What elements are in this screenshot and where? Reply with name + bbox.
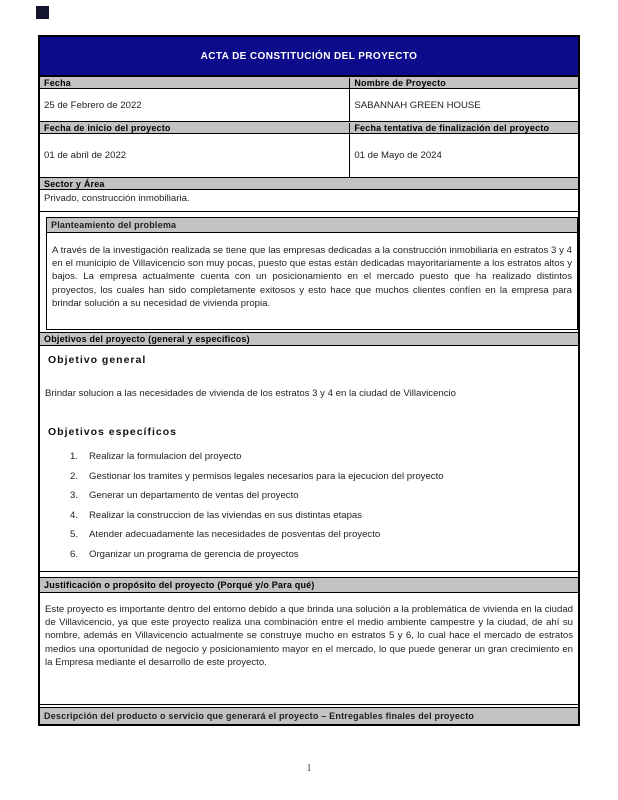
document-title-bar	[40, 37, 578, 76]
info-header-row-1	[40, 76, 578, 89]
nombre-proyecto-value: SABANNAH GREEN HOUSE	[349, 89, 578, 121]
list-item-number: 6.	[70, 548, 79, 560]
objetivos-especificos-heading: Objetivos específicos	[48, 426, 177, 438]
list-item-number: 5.	[70, 529, 79, 541]
planteamiento-section	[46, 217, 578, 330]
fecha-value: 25 de Febrero de 2022	[44, 99, 142, 111]
list-item	[70, 447, 578, 467]
fecha-label: Fecha	[44, 77, 72, 88]
list-item-text: Generar un departamento de ventas del proyecto	[89, 490, 299, 502]
list-item	[70, 486, 578, 506]
fecha-fin-label: Fecha tentativa de finalización del proyecto	[349, 123, 578, 133]
objetivos-section	[40, 346, 578, 572]
list-item	[70, 506, 578, 526]
list-item-text: Organizar un programa de gerencia de proyectos	[89, 548, 299, 560]
list-item	[70, 525, 578, 545]
list-item	[70, 467, 578, 487]
nombre-proyecto-label: Nombre de Proyecto	[349, 78, 578, 88]
justificacion-text: Este proyecto es importante dentro del entorno debido a que brinda una solución a la problemática de vivienda en la ciudad de Villavicencio, ya que este proyecto realiza una combinación entre el medio ambiente campestre y la ciudad, de ahí su nombre, además en Villavicencio actualmente se construye mucho en estratos 5 y 6, lo cual hace el mercado de estratos medios una oportunidad de negocio y posicionamiento mayor en el mercado, lo que puede generar un gran crecimiento en la Empresa mediante el desarrollo de este proyecto.	[45, 604, 573, 668]
list-item-number: 4.	[70, 509, 79, 521]
project-charter-table	[38, 35, 580, 726]
fecha-inicio-label: Fecha de inicio del proyecto	[44, 122, 171, 133]
info-header-row-2	[40, 121, 578, 134]
objetivo-general-text: Brindar solucion a las necesidades de vivienda de los estratos 3 y 4 en la ciudad de Villavicencio	[45, 388, 457, 399]
list-item-number: 3.	[70, 490, 79, 502]
descripcion-header: Descripción del producto o servicio que generará el proyecto – Entregables finales del proyecto	[40, 707, 578, 724]
objetivos-especificos-list	[70, 447, 578, 565]
list-item-text: Realizar la formulacion del proyecto	[89, 451, 242, 462]
info-value-row-1	[40, 89, 578, 121]
planteamiento-header: Planteamiento del problema	[47, 218, 577, 233]
fecha-fin-value: 01 de Mayo de 2024	[349, 134, 578, 177]
planteamiento-text: A través de la investigación realizada se tiene que las empresas dedicadas a la construcción inmobiliaria en estratos 3 y 4 en el municipio de Villavicencio son muy pocas, puesto que estas están dedicadas mayoritariamente a los estratos altos y bajos. La empresa actualmente cuenta con un posicionamiento en el mercado puesto que ha realizado distintos proyectos, los cuales han sido completamente exitosos y esto hace que muchos clientes confíen en la empresa para brindar solución a su necesidad de vivienda propia.	[52, 245, 572, 309]
info-value-row-2	[40, 134, 578, 177]
page-corner-mark	[36, 6, 49, 19]
list-item-text: Atender adecuadamente las necesidades de posventas del proyecto	[89, 529, 381, 541]
list-item-number: 1.	[70, 451, 79, 462]
justificacion-header: Justificación o propósito del proyecto (Porqué y/o Para qué)	[40, 577, 578, 593]
list-item-text: Gestionar los tramites y permisos legales necesarios para la ejecucion del proyecto	[89, 470, 444, 482]
justificacion-section	[40, 593, 578, 705]
list-item	[70, 545, 578, 565]
document-title: ACTA DE CONSTITUCIÓN DEL PROYECTO	[200, 50, 418, 62]
list-item-text: Realizar la construccion de las viviendas en sus distintas etapas	[89, 509, 363, 521]
sector-area-header: Sector y Área	[40, 177, 578, 190]
sector-area-value: Privado, construcción inmobiliaria.	[40, 190, 578, 212]
objetivo-general-heading: Objetivo general	[48, 354, 147, 366]
list-item-number: 2.	[70, 470, 79, 482]
fecha-inicio-value: 01 de abril de 2022	[44, 150, 127, 161]
page-number: 1	[306, 763, 312, 774]
objetivos-header: Objetivos del proyecto (general y específicos)	[40, 332, 578, 346]
